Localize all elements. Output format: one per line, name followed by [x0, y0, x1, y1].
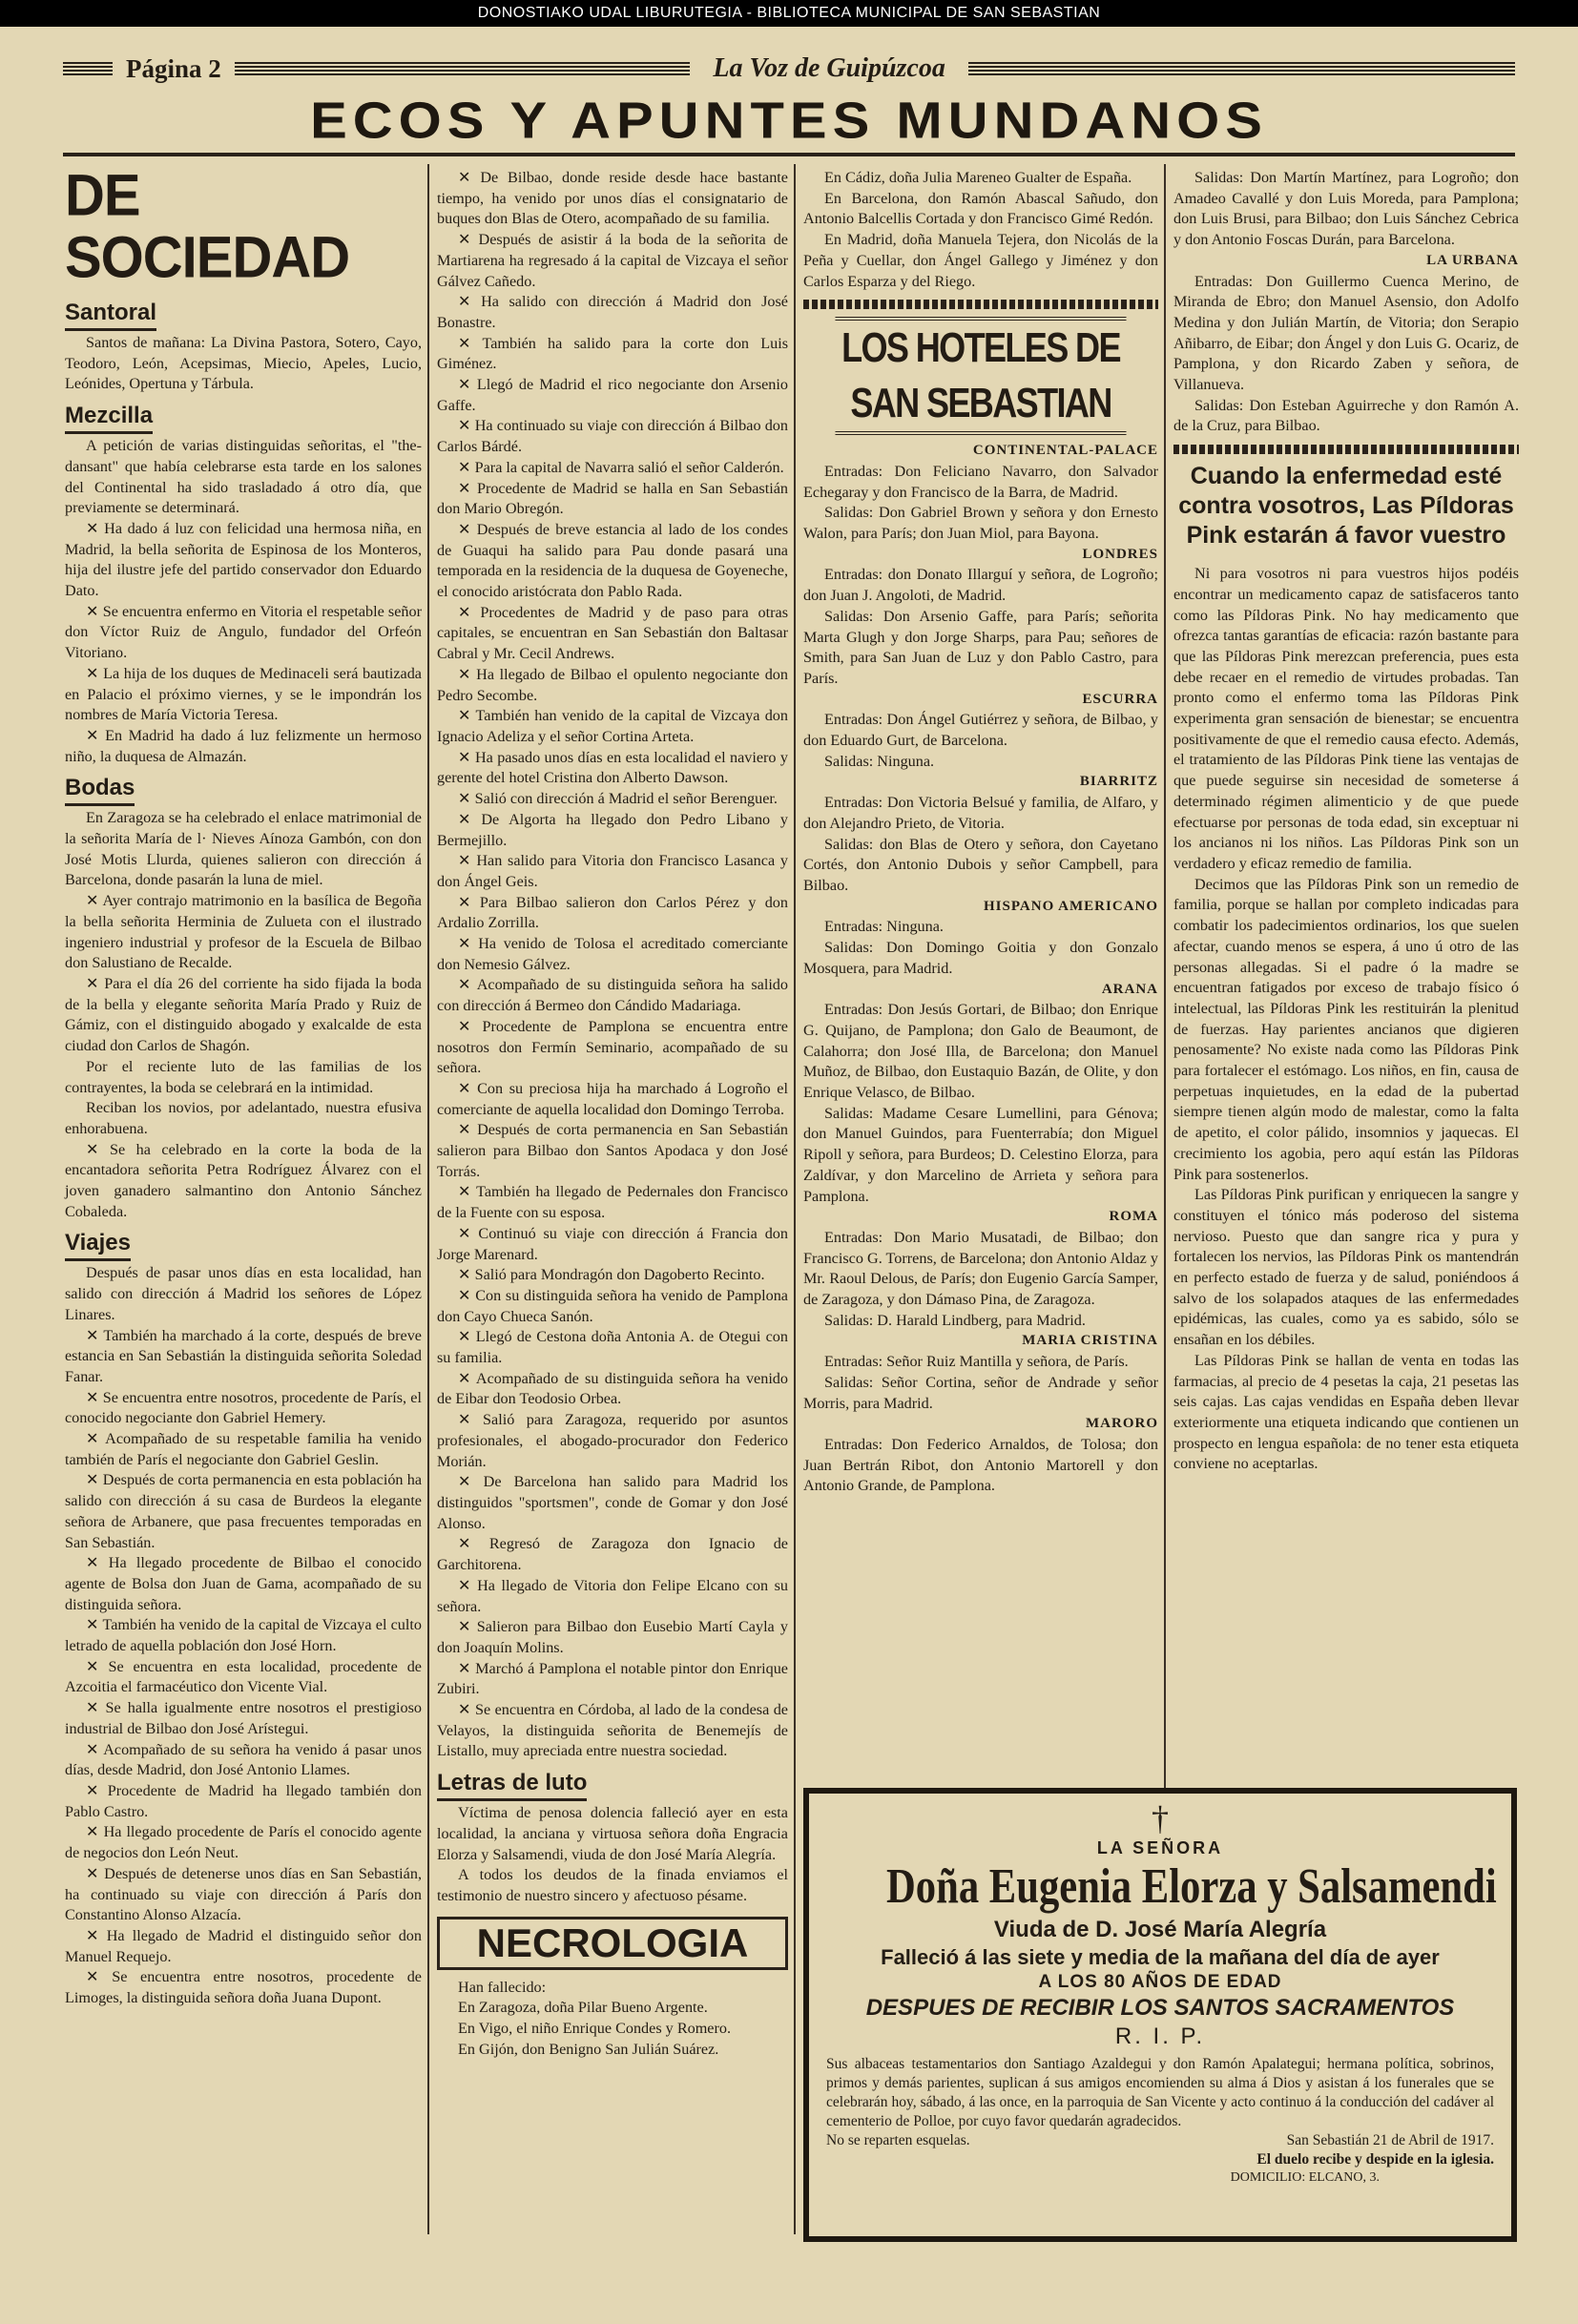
obituary-rip: R. I. P.	[1114, 2023, 1206, 2049]
hotel-entry: Entradas: Don Mario Musatadi, de Bilbao; don Francisco G. Torrens, de Barcelona; don Antonio Aldaz y Mr. Raoul Delous, de París; don Eugenio García Samper, de Zaragoza, y don Dámaso Pina, de Zaragoza.	[803, 1228, 1158, 1309]
hotel-cont-list	[1173, 168, 1519, 251]
ornament-rule-2	[1173, 445, 1519, 454]
paragraph: ✕ Ha llegado de Madrid el distinguido señor don Manuel Requejo.	[65, 1926, 422, 1965]
paragraph: ✕ Después de corta permanencia en San Sebastián salieron para Bilbao don Santos Apodaca y don José Torrás.	[437, 1121, 788, 1180]
obituary-duelo: El duelo recibe y despide en la iglesia.	[1256, 2151, 1494, 2168]
obituary-age: A LOS 80 AÑOS DE EDAD	[1038, 1972, 1282, 1992]
mezcolilla-list	[65, 436, 422, 767]
obituary-place-date: San Sebastián 21 de Abril de 1917.	[1286, 2132, 1494, 2148]
paragraph: Víctima de penosa dolencia falleció ayer en esta localidad, la anciana y virtuosa señora doña Engracia Elorza y Salsamendi, viuda de don José María Alegría.	[437, 1804, 788, 1863]
paragraph: ✕ También han venido de la capital de Vizcaya don Ignacio Adeliza y el señor Cortina Arteta.	[437, 707, 788, 745]
paragraph: ✕ Con su preciosa hija ha marchado á Logroño el comerciante de aquella localidad don Domingo Terroba.	[437, 1079, 788, 1118]
paragraph: ✕ Para el día 26 del corriente ha sido fijada la boda de la bella y elegante señorita María Prado y Ruiz de Gámiz, con el distinguido abogado y exalcalde de esta ciudad don Carlos de Shagón.	[65, 974, 422, 1055]
paragraph: A todos los deudos de la finada enviamos el testimonio de nuestro sincero y afectuoso pésame.	[437, 1866, 788, 1904]
obituary-widow: Viuda de D. José María Alegría	[993, 1917, 1327, 1942]
paragraph: ✕ Marchó á Pamplona el notable pintor don Enrique Zubiri.	[437, 1659, 788, 1698]
paragraph: ✕ Llegó de Cestona doña Antonia A. de Otegui con su familia.	[437, 1328, 788, 1367]
paragraph: Salidas: Don Esteban Aguirreche y don Ramón A. de la Cruz, para Bilbao.	[1173, 396, 1519, 435]
necrologia-title: NECROLOGIA	[437, 1917, 788, 1970]
page-header	[63, 53, 1515, 84]
hotel-entry: Entradas: Don Feliciano Navarro, don Salvador Echegaray y don Francisco de la Barra, de Madrid.	[803, 462, 1158, 501]
paragraph: ✕ Para Bilbao salieron don Carlos Pérez y don Ardalio Zorrilla.	[437, 893, 788, 932]
paragraph: ✕ Procedente de Madrid ha llegado también don Pablo Castro.	[65, 1782, 422, 1820]
luto-list	[437, 1803, 788, 1907]
paragraph: ✕ Ha venido de Tolosa el acreditado comerciante don Nemesio Gálvez.	[437, 935, 788, 973]
necrologia-list	[437, 1978, 788, 2061]
obituary-footer	[826, 2131, 1494, 2150]
paragraph: ✕ Después de corta permanencia en esta población ha salido con dirección á su casa de Burdeos la elegante señora de Arbanere, que pasa frecuentes temporadas en San Sebastián.	[65, 1471, 422, 1551]
paragraph: ✕ Ha salido con dirección á Madrid don José Bonastre.	[437, 293, 788, 331]
paragraph: Entradas: Don Guillermo Cuenca Merino, de Miranda de Ebro; don Manuel Asensio, don Adolfo Medina y don Julián Martín, de Vitoria; don Serapio Añibarro, de Eibar; don Ángel y don Luis G. Ocariz, de Pamplona, y don Ricardo Zaben y señora, de Villanueva.	[1173, 272, 1519, 394]
paragraph: ✕ Acompañado de su señora ha venido á pasar unos días, desde Madrid, don José Antonio Llames.	[65, 1740, 422, 1779]
hotel-entry: Salidas: don Blas de Otero y señora, don Cayetano Cortés, don Antonio Dubois y señor Campbell, para Bilbao.	[803, 835, 1158, 894]
paragraph: En Vigo, el niño Enrique Condes y Romero.	[458, 2020, 732, 2038]
hotel-entry: Salidas: Madame Cesare Lumellini, para Génova; don Manuel Guindos, para Fuenterrabía; don Miguel Ripoll y señora, para Burdeos; D. Celestino Elorza, para Zaldívar, y don Marcelino de Arrieta y señora para Pamplona.	[803, 1104, 1158, 1205]
paragraph: En Zaragoza, doña Pilar Bueno Argente.	[458, 1999, 708, 2017]
header-rule-right	[968, 62, 1515, 75]
hotel-name: MARIA CRISTINA	[1022, 1333, 1158, 1349]
ad-title: Cuando la enfermedad esté contra vosotros, Las Píldoras Pink estarán á favor vuestro	[1178, 463, 1514, 550]
paragraph: A petición de varias distinguidas señoritas, el "the-dansant" que había celebrarse esta tarde en los salones del Continental ha sido trasladado á otro día, que previamente se determinará.	[65, 437, 422, 517]
obituary-domicilio: DOMICILIO: ELCANO, 3.	[1230, 2170, 1380, 2185]
paragraph: ✕ Después de detenerse unos días en San Sebastián, ha continuado su viaje con dirección á París don Constantino Alonso Alzacía.	[65, 1864, 422, 1924]
column-rule-2	[794, 164, 796, 2234]
column-ads	[1173, 168, 1519, 1475]
paragraph: ✕ También ha marchado á la corte, después de breve estancia en San Sebastián la distinguida señorita Soledad Fanar.	[65, 1326, 422, 1385]
obituary-body: Sus albaceas testamentarios don Santiago Azaldegui y don Ramón Apalategui; hermana política, sobrinos, primos y demás parientes, suplican á sus amigos encomienden su alma á Dios y asistan á los funerales que se celebrarán hoy, sábado, á las once, en la parroquia de San Vicente y acto continuo á la conducción del cadáver al cementerio de Polloe, por cuyo favor quedarán agradecidos.	[826, 2056, 1494, 2129]
paragraph: ✕ Se encuentra entre nosotros, procedente de París, el conocido negociante don Gabriel Hemery.	[65, 1388, 422, 1427]
paragraph: ✕ Salió para Zaragoza, requerido por asuntos profesionales, el abogado-procurador don Federico Morián.	[437, 1411, 788, 1470]
obituary-name: Doña Eugenia Elorza y Salsamendi	[886, 1859, 1497, 1914]
paragraph: ✕ Se encuentra en esta localidad, procedente de Azcoitia el farmacéutico don Vicente Vial.	[65, 1657, 422, 1696]
hotel-entry: Salidas: Don Gabriel Brown y señora y don Ernesto Walon, para París; don Juan Miol, para Bayona.	[803, 504, 1158, 543]
page-number: Página 2	[126, 53, 221, 83]
hotels-title: LOS HOTELES DE SAN SEBASTIAN	[835, 317, 1126, 435]
hotel-entry: Entradas: Don Ángel Gutiérrez y señora, de Bilbao, y don Eduardo Gurt, de Barcelona.	[803, 711, 1158, 750]
column-rule-1	[427, 164, 429, 2234]
column-travel	[437, 168, 788, 2060]
paragraph: ✕ Llegó de Madrid el rico negociante don Arsenio Gaffe.	[437, 376, 788, 414]
mezcolilla-heading: Mezcilla	[65, 401, 153, 434]
hotel-name: LA URBANA	[1426, 252, 1519, 268]
hotel-name: HISPANO AMERICANO	[984, 898, 1158, 914]
hotel-entry: Salidas: Señor Cortina, señor de Andrade y señor Morris, para Madrid.	[803, 1373, 1158, 1412]
hotel-entry: Entradas: Ninguna.	[824, 918, 944, 936]
paragraph: ✕ Con su distinguida señora ha venido de Pamplona don Cayo Chueca Sanón.	[437, 1286, 788, 1325]
bodas-list	[65, 808, 422, 1222]
paragraph: En Zaragoza se ha celebrado el enlace matrimonial de la señorita María de l· Nieves Aínoza Gambón, con don José Motis Llurda, quienes salieron con dirección á Barcelona, donde pasarán la luna de miel.	[65, 809, 422, 889]
hotel-entry: Salidas: Don Arsenio Gaffe, para París; señorita Marta Glugh y don Jorge Sharps, para Pau; señores de Smith, para San Juan de Luz y don Pablo Castro, para París.	[803, 607, 1158, 687]
santoral-text: Santos de mañana: La Divina Pastora, Sotero, Cayo, Teodoro, León, Acepsimas, Miecio, Apeles, Lucio, Leónides, Opertuna y Tárbula.	[65, 334, 422, 393]
paragraph: ✕ Después de asistir á la boda de la señorita de Martiarena ha regresado á la capital de Vizcaya el señor Gálvez Cañedo.	[437, 231, 788, 290]
paragraph: ✕ Acompañado de su distinguida señora ha venido de Eibar don Teodosio Orbea.	[437, 1369, 788, 1408]
paragraph: Salidas: Don Martín Martínez, para Logroño; don Amadeo Cavallé y don Luis Moreda, para Pamplona; don Luis Brusi, para Bilbao; don Luis Sánchez Cebrica y don Antonio Foscas Durán, para Barcelona.	[1173, 169, 1519, 249]
hotel-entry: Salidas: Ninguna.	[824, 752, 935, 770]
obituary-duelo-row	[826, 2150, 1494, 2169]
header-rule-left	[63, 62, 113, 75]
section-banner: ECOS Y APUNTES MUNDANOS	[310, 92, 1268, 150]
paragraph: ✕ Ha llegado procedente de Bilbao el conocido agente de Bolsa don Juan de Gama, acompañado de su distinguida señora.	[65, 1554, 422, 1613]
paragraph: ✕ Ayer contrajo matrimonio en la basílica de Begoña la bella señorita Herminia de Zulueta con el ilustrado ingeniero industrial y profesor de la Escuela de Bilbao don Salustiano de Recalde.	[65, 892, 422, 972]
paragraph: ✕ Procedente de Madrid se halla en San Sebastián don Mario Obregón.	[437, 479, 788, 518]
paragraph: ✕ Continuó su viaje con dirección á Francia don Jorge Marenard.	[437, 1224, 788, 1263]
paragraph: Después de pasar unos días en esta localidad, han salido con dirección á Madrid los señores de López Linares.	[65, 1264, 422, 1323]
header-rule-mid	[235, 62, 691, 75]
society-title: DE SOCIEDAD	[65, 162, 350, 291]
hotel-name: BIARRITZ	[1079, 774, 1158, 790]
paragraph: ✕ También ha salido para la corte don Luis Giménez.	[437, 334, 788, 373]
newspaper-name: La Voz de Guipúzcoa	[713, 53, 945, 83]
obituary-sacraments: DESPUES DE RECIBIR LOS SANTOS SACRAMENTOS	[865, 1995, 1455, 2021]
paragraph: En Gijón, don Benigno San Julián Suárez.	[458, 2040, 719, 2058]
paragraph: ✕ Salió para Mondragón don Dagoberto Recinto.	[458, 1266, 765, 1284]
paragraph: En Madrid, doña Manuela Tejera, don Nicolás de la Peña y Cuellar, don Ángel Gallego y Jiménez y don Carlos Esparza y del Riego.	[803, 231, 1158, 290]
paragraph: Reciban los novios, por adelantado, nuestra efusiva enhorabuena.	[65, 1099, 422, 1137]
paragraph: ✕ Se ha celebrado en la corte la boda de la encantadora señorita Petra Rodríguez Álvarez con el joven ganadero salmantino don Antonio Sánchez Cobaleda.	[65, 1140, 422, 1220]
hotel-urbana-list	[1173, 272, 1519, 438]
paragraph: ✕ Salió con dirección á Madrid el señor Berenguer.	[458, 790, 778, 808]
hotel-entry: Entradas: Don Victoria Belsué y familia, de Alfaro, y don Alejandro Prieto, de Vitoria.	[803, 794, 1158, 832]
hotel-name: LONDRES	[1082, 546, 1158, 562]
paragraph: En Cádiz, doña Julia Mareneo Gualter de España.	[824, 169, 1132, 186]
paragraph: ✕ Ha llegado procedente de París el conocido agente de negocios don León Neut.	[65, 1823, 422, 1862]
ornament-rule	[803, 300, 1158, 309]
hotel-name: MARORO	[1086, 1416, 1158, 1432]
travel-list	[437, 168, 788, 1762]
hotels-list	[803, 441, 1158, 1497]
column-hotels	[803, 168, 1158, 1497]
paragraph: ✕ De Bilbao, donde reside desde hace bastante tiempo, ha venido por unos días el consignatario de buques don Blas de Otero, acompañado de su familia.	[437, 169, 788, 228]
hotel-entry: Salidas: Don Domingo Goitia y don Gonzalo Mosquera, para Madrid.	[803, 939, 1158, 977]
paragraph: ✕ También ha llegado de Pedernales don Francisco de la Fuente con su esposa.	[437, 1183, 788, 1222]
obituary-la-senora: LA SEÑORA	[1096, 1838, 1224, 1857]
archive-label: DONOSTIAKO UDAL LIBURUTEGIA - BIBLIOTECA MUNICIPAL DE SAN SEBASTIAN	[0, 0, 1578, 27]
paragraph: En Barcelona, don Ramón Abascal Sañudo, don Antonio Balcellis Cortada y don Francisco Gimé Redón.	[803, 189, 1158, 228]
paragraph: ✕ También ha venido de la capital de Vizcaya el culto letrado de aquella población don José Horn.	[65, 1616, 422, 1655]
santoral-heading: Santoral	[65, 298, 156, 331]
paragraph: Por el reciente luto de las familias de los contrayentes, la boda se celebrará en la intimidad.	[65, 1057, 422, 1096]
hotel-name: CONTINENTAL-PALACE	[972, 443, 1158, 459]
paragraph: ✕ Ha llegado de Vitoria don Felipe Elcano con su señora.	[437, 1576, 788, 1615]
hotel-entry: Entradas: Don Jesús Gortari, de Bilbao; don Enrique G. Quijano, de Pamplona; don Galo de Beaumont, de Calahorra; don José Illa, de Barcelona; don Manuel Muñoz, de Bilbao, don Eustaquio Bazán, de Olite, y don Enrique Velasco, de Bilbao.	[803, 1001, 1158, 1102]
paragraph: ✕ Procedente de Pamplona se encuentra entre nosotros don Fermín Seminario, acompañado de su señora.	[437, 1017, 788, 1077]
luto-heading: Letras de luto	[437, 1768, 587, 1801]
paragraph: ✕ Procedentes de Madrid y de paso para otras capitales, se encuentran en San Sebastián don Baltasar Cabral y Mr. Cecil Andrews.	[437, 603, 788, 663]
paragraph: Han fallecido:	[458, 1978, 547, 1996]
paragraph: ✕ Han salido para Vitoria don Francisco Lasanca y don Ángel Geis.	[437, 852, 788, 890]
viajes-heading: Viajes	[65, 1228, 131, 1261]
paragraph: Decimos que las Píldoras Pink son un remedio de familia, porque se hallan por completo indicadas para combatir los padecimientos ordinarios, los que suelen afectar, cuando menos se espera, á uno ú otro de las personas allegadas. Si el padre ó la madre se encuentran fatigados por exceso de trabajo físico ó intelectual, las Píldoras Pink les restituirán la plenitud de fuerzas. Hay parientes ancianos que digieren penosamente? No existe nada como las Píldoras Pink para fortalecer el estómago. Los niños, en fin, causa de perpetuas inquietudes, en la edad de la pubertad siempre tienen algún modo de malestar, como la falta de apetito, el color pálido, insomnios y jaquecas. El crecimiento los agobia, pero aquí están las Píldoras Pink para sostenerlos.	[1173, 875, 1519, 1183]
paragraph: ✕ Ha pasado unos días en esta localidad el naviero y gerente del hotel Cristina don Alberto Dawson.	[437, 748, 788, 787]
hotel-name: ESCURRA	[1082, 691, 1158, 707]
paragraph: ✕ Después de breve estancia al lado de los condes de Guaqui ha salido para Pau donde pasará una temporada en la residencia de la duquesa de Goyeneche, el conocido aristócrata don Pablo Rada.	[437, 520, 788, 601]
hotel-entry: Entradas: Don Federico Arnaldos, de Tolosa; don Juan Bertrán Ribot, don Antonio Martorell y don Antonio Grande, de Pamplona.	[803, 1435, 1158, 1495]
banner-rule	[63, 153, 1515, 156]
viajes-list	[65, 1263, 422, 2008]
paragraph: Las Píldoras Pink se hallan de venta en todas las farmacias, al precio de 4 pesetas la caja, 21 pesetas las seis cajas. Las cajas vendidas en España deben llevar exteriormente una etiqueta indicando que contienen un prospecto en lengua española: de no tener esta etiqueta conviene no aceptarlas.	[1173, 1351, 1519, 1473]
paragraph: ✕ La hija de los duques de Medinaceli será bautizada en Palacio el próximo viernes, y se le impondrán los nombres de María Victoria Teresa.	[65, 664, 422, 724]
paragraph: ✕ Se encuentra en Córdoba, al lado de la condesa de Velayos, la distinguida señorita de Benemejís de Listallo, muy apreciada entre nuestra sociedad.	[437, 1701, 788, 1760]
cross-icon: †	[1152, 1799, 1169, 1837]
obituary-box	[803, 1788, 1517, 2242]
hotel-name: ARANA	[1101, 981, 1158, 997]
paragraph: ✕ Ha llegado de Bilbao el opulento negociante don Pedro Secombe.	[437, 665, 788, 704]
paragraph: ✕ En Madrid ha dado á luz felizmente un hermoso niño, la duquesa de Almazán.	[65, 726, 422, 765]
obituary-died: Falleció á las siete y media de la mañana del día de ayer	[881, 1945, 1440, 1969]
paragraph: ✕ Para la capital de Navarra salió el señor Calderón.	[458, 458, 784, 476]
paragraph: ✕ Regresó de Zaragoza don Ignacio de Garchitorena.	[437, 1535, 788, 1574]
obituary-no-esquelas: No se reparten esquelas.	[826, 2132, 970, 2148]
paragraph: ✕ Acompañado de su distinguida señora ha salido con dirección á Bermeo don Cándido Madariaga.	[437, 976, 788, 1015]
paragraph: ✕ Salieron para Bilbao don Eusebio Martí Cayla y don Joaquín Molins.	[437, 1618, 788, 1656]
hotel-name: ROMA	[1109, 1209, 1158, 1225]
column-society	[65, 162, 422, 2009]
paragraph: ✕ De Barcelona han salido para Madrid los distinguidos "sportsmen", conde de Gomar y don José Alonso.	[437, 1473, 788, 1532]
hotel-entry: Salidas: D. Harald Lindberg, para Madrid.	[824, 1311, 1086, 1329]
paragraph: ✕ Se encuentra entre nosotros, procedente de Limoges, la distinguida señora doña Juana Dupont.	[65, 1968, 422, 2007]
paragraph: ✕ Se halla igualmente entre nosotros el prestigioso industrial de Bilbao don José Arístegui.	[65, 1699, 422, 1737]
paragraph: Ni para vosotros ni para vuestros hijos podéis encontrar un medicamento capaz de satisfaceros tanto como las Píldoras Pink. No hay medicamento que ofrezca tantas garantías de eficacia: razón bastante para que las Píldoras Pink merezcan preferencia, pues esta debe recaer en el remedio de virtudes probadas. Tan pronto como el enfermo toma las Píldoras Pink experimenta gran sensación de bienestar; se encuentra positivamente de que el remedio causa efecto. Además, el tratamiento de las Píldoras Pink tiene las ventajas de que puede seguirse sin necesidad de someterse á determinado régimen alimenticio y de que puede efectuarse por personas de toda edad, sin exceptuar ni los ancianos ni los niños. Las Píldoras Pink son un verdadero y eficaz remedio de familia.	[1173, 565, 1519, 872]
ad-body	[1173, 564, 1519, 1475]
deaths-list	[803, 168, 1158, 292]
paragraph: ✕ De Algorta ha llegado don Pedro Libano y Bermejillo.	[437, 810, 788, 849]
paragraph: ✕ Se encuentra enfermo en Vitoria el respetable señor don Víctor Ruiz de Angulo, fundador del Orfeón Vitoriano.	[65, 602, 422, 662]
paragraph: ✕ Ha continuado su viaje con dirección á Bilbao don Carlos Bárdé.	[437, 417, 788, 456]
paragraph: Las Píldoras Pink purifican y enriquecen la sangre y constituyen el tónico más poderoso del sistema nervioso. Puesto que dan sangre rica y pura y fortalecen los nervios, las Píldoras Pink os mantendrán en perfecto estado de fuerza y de salud, poniéndoos á salvo de los solapados ataques de las enfermedades epidémicas, las cuales, como ya es sabido, sólo se ensañan en los débiles.	[1173, 1186, 1519, 1349]
bodas-heading: Bodas	[65, 773, 135, 806]
hotel-entry: Entradas: don Donato Illarguí y señora, de Logroño; don Juan J. Angoloti, de Madrid.	[803, 566, 1158, 605]
paragraph: ✕ Ha dado á luz con felicidad una hermosa niña, en Madrid, la bella señorita de Espinosa de los Monteros, hija del ilustre jefe del partido conservador don Eduardo Dato.	[65, 519, 422, 600]
paragraph: ✕ Acompañado de su respetable familia ha venido también de París el negociante don Gabriel Geslin.	[65, 1430, 422, 1468]
hotel-entry: Entradas: Señor Ruiz Mantilla y señora, de París.	[824, 1353, 1129, 1371]
